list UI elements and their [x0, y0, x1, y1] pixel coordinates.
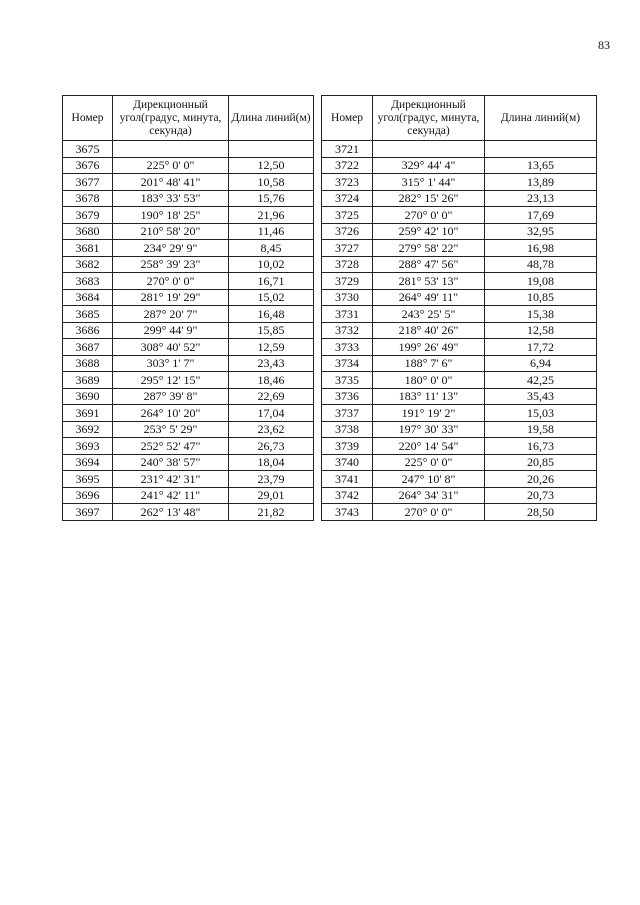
- line-length: 12,59: [229, 339, 314, 356]
- direction-angle: 201° 48' 41": [113, 174, 229, 191]
- line-length: 8,45: [229, 240, 314, 257]
- point-number: 3730: [322, 289, 373, 306]
- line-length: 28,50: [485, 504, 597, 521]
- direction-angle: 247° 10' 8": [373, 471, 485, 488]
- direction-angle: 281° 53' 13": [373, 273, 485, 290]
- direction-angle: 180° 0' 0": [373, 372, 485, 389]
- header-row: [322, 96, 597, 141]
- point-number: 3677: [63, 174, 113, 191]
- line-length: 17,72: [485, 339, 597, 356]
- direction-angle: 231° 42' 31": [113, 471, 229, 488]
- line-length: 18,46: [229, 372, 314, 389]
- point-number: 3688: [63, 355, 113, 372]
- direction-angle: 220° 14' 54": [373, 438, 485, 455]
- point-number: 3684: [63, 289, 113, 306]
- line-length: 20,26: [485, 471, 597, 488]
- line-length: 6,94: [485, 355, 597, 372]
- line-length: 48,78: [485, 256, 597, 273]
- line-length: 15,03: [485, 405, 597, 422]
- direction-angle: 299° 44' 9": [113, 322, 229, 339]
- direction-angle: 188° 7' 6": [373, 355, 485, 372]
- direction-angle: 225° 0' 0": [113, 157, 229, 174]
- table-row: [322, 141, 597, 158]
- direction-angle: 183° 33' 53": [113, 190, 229, 207]
- line-length: 35,43: [485, 388, 597, 405]
- line-length: 13,89: [485, 174, 597, 191]
- point-number: 3726: [322, 223, 373, 240]
- direction-angle: 253° 5' 29": [113, 421, 229, 438]
- line-length: 22,69: [229, 388, 314, 405]
- direction-angle: 264° 10' 20": [113, 405, 229, 422]
- point-number: 3721: [322, 141, 373, 158]
- header-angle: Дирекционный угол(градус, минута, секунда): [373, 96, 485, 141]
- point-number: 3687: [63, 339, 113, 356]
- header-length: Длина линий(м): [229, 96, 314, 141]
- line-length: 19,08: [485, 273, 597, 290]
- direction-angle: 262° 13' 48": [113, 504, 229, 521]
- point-number: 3685: [63, 306, 113, 323]
- line-length: 16,48: [229, 306, 314, 323]
- point-number: 3724: [322, 190, 373, 207]
- point-number: 3681: [63, 240, 113, 257]
- line-length: 10,58: [229, 174, 314, 191]
- point-number: 3682: [63, 256, 113, 273]
- point-number: 3738: [322, 421, 373, 438]
- line-length: 16,98: [485, 240, 597, 257]
- point-number: 3743: [322, 504, 373, 521]
- point-number: 3683: [63, 273, 113, 290]
- right-coordinates-table: [321, 95, 597, 521]
- point-number: 3732: [322, 322, 373, 339]
- point-number: 3675: [63, 141, 113, 158]
- direction-angle: 264° 34' 31": [373, 487, 485, 504]
- direction-angle: 303° 1' 7": [113, 355, 229, 372]
- header-row: [63, 96, 314, 141]
- left-coordinates-table: [62, 95, 314, 521]
- point-number: 3731: [322, 306, 373, 323]
- line-length: 16,71: [229, 273, 314, 290]
- line-length: 21,96: [229, 207, 314, 224]
- point-number: 3692: [63, 421, 113, 438]
- line-length: 10,85: [485, 289, 597, 306]
- point-number: 3695: [63, 471, 113, 488]
- direction-angle: 282° 15' 26": [373, 190, 485, 207]
- direction-angle: 258° 39' 23": [113, 256, 229, 273]
- direction-angle: 218° 40' 26": [373, 322, 485, 339]
- point-number: 3727: [322, 240, 373, 257]
- direction-angle: 288° 47' 56": [373, 256, 485, 273]
- direction-angle: 197° 30' 33": [373, 421, 485, 438]
- line-length: 19,58: [485, 421, 597, 438]
- point-number: 3729: [322, 273, 373, 290]
- point-number: 3741: [322, 471, 373, 488]
- point-number: 3680: [63, 223, 113, 240]
- line-length: 20,73: [485, 487, 597, 504]
- direction-angle: 264° 49' 11": [373, 289, 485, 306]
- direction-angle: 295° 12' 15": [113, 372, 229, 389]
- line-length: 11,46: [229, 223, 314, 240]
- line-length: 23,62: [229, 421, 314, 438]
- point-number: 3694: [63, 454, 113, 471]
- line-length: 32,95: [485, 223, 597, 240]
- line-length: 17,04: [229, 405, 314, 422]
- direction-angle: 199° 26' 49": [373, 339, 485, 356]
- point-number: 3679: [63, 207, 113, 224]
- direction-angle: 240° 38' 57": [113, 454, 229, 471]
- line-length: 15,85: [229, 322, 314, 339]
- line-length: 26,73: [229, 438, 314, 455]
- line-length: 17,69: [485, 207, 597, 224]
- header-number: Номер: [63, 96, 113, 141]
- direction-angle: 287° 20' 7": [113, 306, 229, 323]
- header-length: Длина линий(м): [485, 96, 597, 141]
- direction-angle: 210° 58' 20": [113, 223, 229, 240]
- direction-angle: 270° 0' 0": [373, 504, 485, 521]
- direction-angle: 270° 0' 0": [373, 207, 485, 224]
- header-number: Номер: [322, 96, 373, 141]
- point-number: 3690: [63, 388, 113, 405]
- direction-angle: 287° 39' 8": [113, 388, 229, 405]
- page-number: 83: [598, 38, 610, 52]
- empty-cell: [113, 141, 229, 158]
- line-length: 12,50: [229, 157, 314, 174]
- line-length: 10,02: [229, 256, 314, 273]
- line-length: 15,38: [485, 306, 597, 323]
- point-number: 3676: [63, 157, 113, 174]
- point-number: 3689: [63, 372, 113, 389]
- point-number: 3739: [322, 438, 373, 455]
- direction-angle: 183° 11' 13": [373, 388, 485, 405]
- direction-angle: 225° 0' 0": [373, 454, 485, 471]
- direction-angle: 315° 1' 44": [373, 174, 485, 191]
- direction-angle: 329° 44' 4": [373, 157, 485, 174]
- direction-angle: 191° 19' 2": [373, 405, 485, 422]
- line-length: 29,01: [229, 487, 314, 504]
- point-number: 3734: [322, 355, 373, 372]
- line-length: 20,85: [485, 454, 597, 471]
- point-number: 3737: [322, 405, 373, 422]
- direction-angle: 190° 18' 25": [113, 207, 229, 224]
- direction-angle: 252° 52' 47": [113, 438, 229, 455]
- direction-angle: 241° 42' 11": [113, 487, 229, 504]
- point-number: 3723: [322, 174, 373, 191]
- line-length: 23,43: [229, 355, 314, 372]
- point-number: 3728: [322, 256, 373, 273]
- point-number: 3725: [322, 207, 373, 224]
- direction-angle: 243° 25' 5": [373, 306, 485, 323]
- line-length: 16,73: [485, 438, 597, 455]
- point-number: 3736: [322, 388, 373, 405]
- direction-angle: 279° 58' 22": [373, 240, 485, 257]
- empty-cell: [485, 141, 597, 158]
- point-number: 3722: [322, 157, 373, 174]
- point-number: 3735: [322, 372, 373, 389]
- direction-angle: 234° 29' 9": [113, 240, 229, 257]
- line-length: 23,13: [485, 190, 597, 207]
- line-length: 21,82: [229, 504, 314, 521]
- point-number: 3678: [63, 190, 113, 207]
- line-length: 13,65: [485, 157, 597, 174]
- line-length: 15,76: [229, 190, 314, 207]
- line-length: 12,58: [485, 322, 597, 339]
- point-number: 3742: [322, 487, 373, 504]
- point-number: 3693: [63, 438, 113, 455]
- point-number: 3733: [322, 339, 373, 356]
- point-number: 3697: [63, 504, 113, 521]
- direction-angle: 281° 19' 29": [113, 289, 229, 306]
- direction-angle: 270° 0' 0": [113, 273, 229, 290]
- direction-angle: 308° 40' 52": [113, 339, 229, 356]
- empty-cell: [229, 141, 314, 158]
- line-length: 23,79: [229, 471, 314, 488]
- direction-angle: 259° 42' 10": [373, 223, 485, 240]
- point-number: 3740: [322, 454, 373, 471]
- line-length: 42,25: [485, 372, 597, 389]
- point-number: 3696: [63, 487, 113, 504]
- line-length: 18,04: [229, 454, 314, 471]
- header-angle: Дирекционный угол(градус, минута, секунда): [113, 96, 229, 141]
- line-length: 15,02: [229, 289, 314, 306]
- point-number: 3686: [63, 322, 113, 339]
- table-row: [63, 141, 314, 158]
- empty-cell: [373, 141, 485, 158]
- point-number: 3691: [63, 405, 113, 422]
